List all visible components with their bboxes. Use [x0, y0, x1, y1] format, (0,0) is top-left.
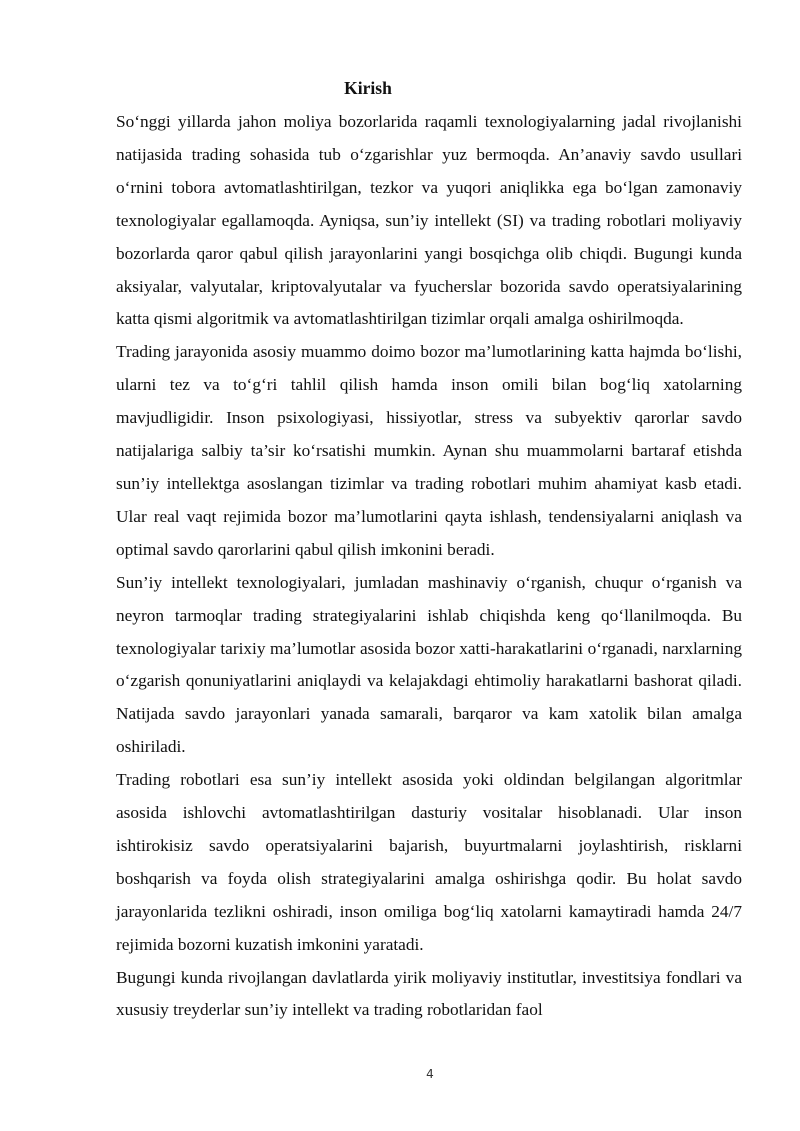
section-heading: Kirish [344, 78, 392, 98]
page-number: 4 [426, 1067, 434, 1081]
paragraph-4: Trading robotlari esa sun’iy intellekt asosida yoki oldindan belgilangan algoritmlar asosida ishlovchi avtomatlashtirilgan dasturiy vositalar hisoblanadi. Ular inson ishtirokisiz savdo operatsiyalarini bajarish, buyurtmalarni joylashtirish, risklarni boshqarish va foyda olish strategiyalarini amalga oshirishga qodir. Bu holat savdo jarayonlarida tezlikni oshiradi, inson omiliga bog‘liq xatolarni kamaytiradi hamda 24/7 rejimida bozorni kuzatish imkonini yaratadi. [116, 770, 742, 954]
paragraph-3: Sun’iy intellekt texnologiyalari, jumladan mashinaviy o‘rganish, chuqur o‘rganish va neyron tarmoqlar trading strategiyalarini ishlab chiqishda keng qo‘llanilmoqda. Bu texnologiyalar tarixiy ma’lumotlar asosida bozor xatti-harakatlarini o‘rganadi, narxlarning o‘zgarish qonuniyatlarini aniqlaydi va kelajakdagi ehtimoliy harakatlarni bashorat qiladi. Natijada savdo jarayonlari yanada samarali, barqaror va kam xatolik bilan amalga oshiriladi. [116, 572, 742, 757]
paragraph-1: So‘nggi yillarda jahon moliya bozorlarida raqamli texnologiyalarning jadal rivojlanishi natijasida trading sohasida tub o‘zgarishlar yuz bermoqda. An’anaviy savdo usullari o‘rnini tobora avtomatlashtirilgan, tezkor va yuqori aniqlikka ega bo‘lgan zamonaviy texnologiyalar egallamoqda. Ayniqsa, sun’iy intellekt (SI) va trading robotlari moliyaviy bozorlarda qaror qabul qilish jarayonlarini yangi bosqichga olib chiqdi. Bugungi kunda aksiyalar, valyutalar, kriptovalyutalar va fyucherslar bozorida savdo operatsiyalarining katta qismi algoritmik va avtomatlashtirilgan tizimlar orqali amalga oshirilmoqda. [116, 112, 742, 329]
body-text [116, 106, 742, 1027]
paragraph-5: Bugungi kunda rivojlangan davlatlarda yirik moliyaviy institutlar, investitsiya fondlari va xususiy treyderlar sun’iy intellekt va trading robotlaridan faol [116, 967, 742, 1020]
paragraph-2: Trading jarayonida asosiy muammo doimo bozor ma’lumotlarining katta hajmda bo‘lishi, ularni tez va to‘g‘ri tahlil qilish hamda inson omili bilan bog‘liq xatolarning mavjudligidir. Inson psixologiyasi, hissiyotlar, stress va subyektiv qarorlar savdo natijalariga salbiy ta’sir ko‘rsatishi mumkin. Aynan shu muammolarni bartaraf etishda sun’iy intellektga asoslangan tizimlar va trading robotlari muhim ahamiyat kasb etadi. Ular real vaqt rejimida bozor ma’lumotlarini qayta ishlash, tendensiyalarni aniqlash va optimal savdo qarorlarini qabul qilish imkonini beradi. [116, 342, 742, 559]
